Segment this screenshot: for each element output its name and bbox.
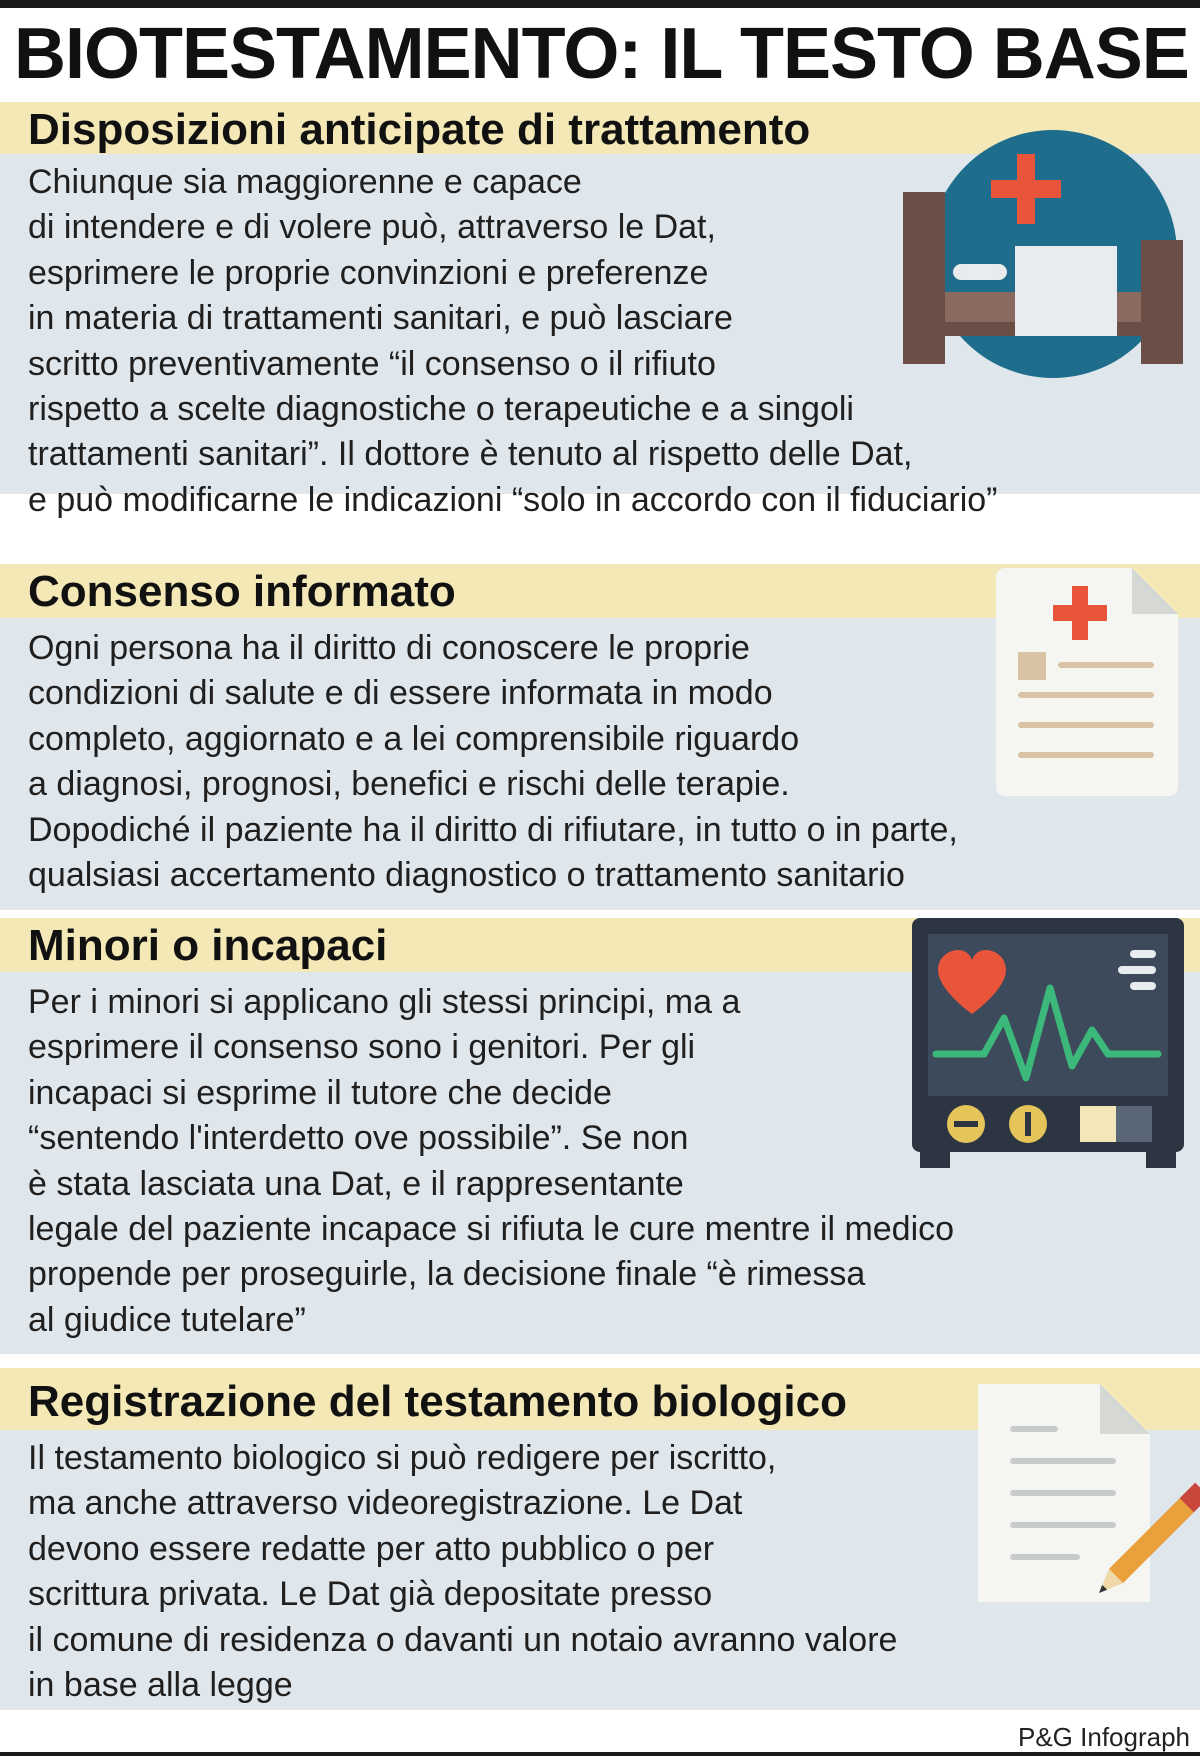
body-line: di intendere e di volere può, attraverso le Dat,: [28, 208, 716, 247]
section-disposizioni: [0, 102, 1200, 519]
page-title: BIOTESTAMENTO: IL TESTO BASE: [14, 14, 1189, 94]
hospital-bed-icon: [895, 124, 1195, 382]
medical-document-icon: [992, 564, 1182, 800]
body-line: Dopodiché il paziente ha il diritto di rifiutare, in tutto o in parte,: [28, 810, 958, 849]
bottom-rule: [0, 1752, 1200, 1756]
body-line: Ogni persona ha il diritto di conoscere le proprie: [28, 629, 750, 667]
body-line: qualsiasi accertamento diagnostico o trattamento sanitario: [28, 856, 905, 895]
section-heading: Minori o incapaci: [28, 921, 388, 970]
body-line: ma anche attraverso videoregistrazione. Le Dat: [28, 1484, 743, 1523]
body-line: Chiunque sia maggiorenne e capace: [28, 163, 582, 201]
body-line: al giudice tutelare”: [28, 1300, 306, 1339]
body-line: rispetto a scelte diagnostiche o terapeutiche e a singoli: [28, 390, 854, 429]
body-line: e può modificarne le indicazioni “solo in accordo con il fiduciario”: [28, 480, 998, 519]
body-line: a diagnosi, prognosi, benefici e rischi delle terapie.: [28, 765, 790, 804]
section-heading: Disposizioni anticipate di trattamento: [28, 105, 811, 154]
body-line: esprimere le proprie convinzioni e preferenze: [28, 253, 709, 292]
body-line: scritto preventivamente “il consenso o il rifiuto: [28, 344, 716, 383]
body-line: condizioni di salute e di essere informata in modo: [28, 674, 773, 713]
section-body: [28, 160, 998, 523]
document-pencil-icon: [970, 1376, 1196, 1626]
section-body: [28, 1436, 897, 1708]
section-minori: [0, 918, 1200, 1354]
section-body: [28, 980, 954, 1343]
section-registrazione: [0, 1368, 1200, 1710]
section-heading: Registrazione del testamento biologico: [28, 1377, 848, 1426]
body-line: legale del paziente incapace si rifiuta le cure mentre il medico: [28, 1210, 955, 1249]
top-rule: [0, 0, 1200, 8]
body-line: è stata lasciata una Dat, e il rappresentante: [28, 1164, 684, 1203]
section-heading: Consenso informato: [28, 567, 456, 616]
body-line: Il testamento biologico si può redigere per iscritto,: [28, 1439, 777, 1477]
body-line: completo, aggiornato e a lei comprensibile riguardo: [28, 719, 800, 758]
body-line: propende per proseguirle, la decisione finale “è rimessa: [28, 1255, 866, 1294]
body-line: scrittura privata. Le Dat già depositate presso: [28, 1575, 713, 1614]
section-body: [28, 626, 958, 898]
body-line: “sentendo l'interdetto ove possibile”. Se non: [28, 1119, 689, 1158]
body-line: incapaci si esprime il tutore che decide: [28, 1073, 612, 1112]
body-line: in base alla legge: [28, 1666, 293, 1705]
body-line: trattamenti sanitari”. Il dottore è tenuto al rispetto delle Dat,: [28, 435, 913, 474]
body-line: esprimere il consenso sono i genitori. Per gli: [28, 1028, 696, 1067]
body-line: devono essere redatte per atto pubblico o per: [28, 1529, 715, 1568]
heart-monitor-icon: [912, 918, 1184, 1190]
section-consenso: [0, 564, 1200, 910]
body-line: Per i minori si applicano gli stessi principi, ma a: [28, 983, 741, 1021]
body-line: il comune di residenza o davanti un notaio avranno valore: [28, 1620, 898, 1659]
body-line: in materia di trattamenti sanitari, e può lasciare: [28, 299, 733, 338]
credit-label: P&G Infograph: [1018, 1722, 1190, 1752]
